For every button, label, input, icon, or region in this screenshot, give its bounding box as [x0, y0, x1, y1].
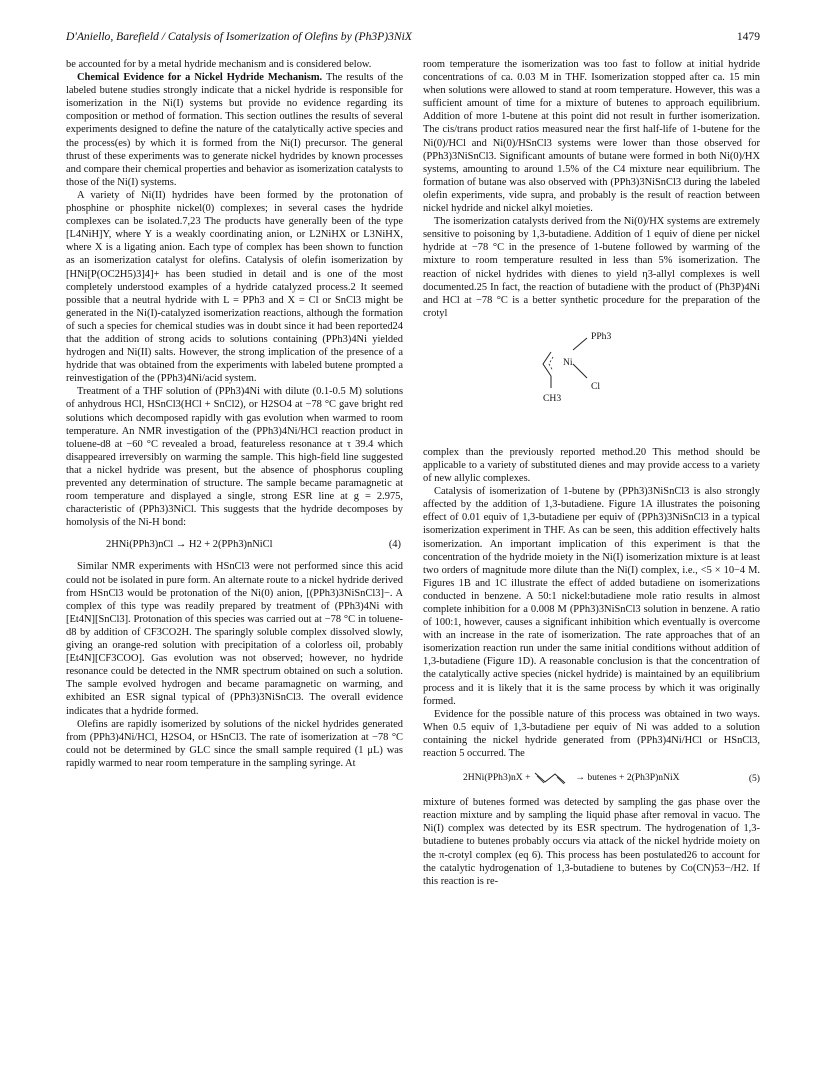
paragraph: room temperature the isomerization was too fast to follow at initial hydride concentrations of ca. 0.03 M in THF. Isomerization stopped after ca. 15 min when solutions were allowed to stand at room temperature. However, this was a sufficient amount of time for a mixture of butenes to approach equilibrium. Addition of more 1-butene at this point did not result in further isomerization. The cis/trans product ratios measured near the first half-life of 1-butene for the Ni(0)/HCl and Ni(0)/HSnCl3 systems were lower than those observed for (PPh3)3NiSnCl3. Significant amounts of butane were formed in both Ni(0)/HX systems, amounting to around 1.5% of the C4 mixture near equilibrium. The formation of butane was also observed with (PPh3)3NiSnCl3 during the labeled olefin experiments, vide supra, and probably is the result of reaction between nickel hydride and nickel alkyl moieties. [423, 59, 760, 215]
equation-left [463, 770, 680, 786]
running-header [66, 30, 760, 46]
equation-number: (4) [388, 539, 401, 551]
ch3-label: CH3 [543, 392, 562, 404]
paragraph-body: The results of the labeled butene studies strongly indicate that a nickel hydride is responsible for isomerization in the Ni(I) systems but provide no evidence regarding its composition or method of formation. This section outlines the results of several experiments designed to define the nature of the catalytically active species and the process(es) by which it is formed from the Ni(I) precursor. The general thrust of these experiments was to generate nickel hydrides by known processes and compare their chemical properties and behavior as isomerization catalysts to those of the Ni(I) systems. [66, 72, 403, 188]
butadiene-structure [533, 770, 573, 786]
paragraph: A variety of Ni(II) hydrides have been formed by the protonation of phosphine or phosphite nickel(0) complexes; in several cases the hydride complexes can be isolated.7,23 The products have generally been of the type [L4NiH]Y, where Y is a weakly coordinating anion, or L2NiHX or L3NiHX, where X is a ligating anion. Each type of complex has been shown to function as an isomerization catalyst for olefins. Catalysis of olefin isomerization by [HNi[P(OC2H5)3]4]+ has been studied in detail and is one of the most completely understood examples of a hydride catalyzed process.2 It seemed possible that a neutral hydride with L = PPh3 and X = Cl or SnCl3 might be generated in the Ni(I)-catalyzed isomerization reactions, although the formation of such a species for chemical studies was in doubt since it had been reported24 that the addition of strong acids to solutions containing (PPh3)4Ni yielded hydrogen and Ni(II) salts. However, the strong implication of the presence of a hydride that was obtained from the experiments with labeled butene prompted a reinvestigation of the (PPh3)4Ni/acid system. [66, 189, 403, 385]
section-heading: Chemical Evidence for a Nickel Hydride Mechanism. [77, 72, 323, 84]
ni-label: Ni [563, 356, 573, 368]
equation-products: → butenes + 2(Ph3P)nNiX [575, 772, 680, 784]
paragraph: Treatment of a THF solution of (PPh3)4Ni with dilute (0.1-0.5 M) solutions of anhydrous HCl, HSnCl3(HCl + SnCl2), or H2SO4 at −78 °C gave bright red solutions which decomposed rapidly with gas evolution when warmed to room temperature. An NMR investigation of the (PPh3)4Ni/HCl reaction product in toluene-d8 at −60 °C revealed a broad, featureless resonance at τ 39.4 which disappeared irreversibly on warming the sample. This high-field line suggested that a nickel hydride was present, but the absence of phosphorus coupling prevented any determination of structure. The sample became paramagnetic at room temperature and displayed a single, strong ESR line at g = 2.975, characteristic of (PPh3)3NiCl. This suggests that the hydride decomposes by homolysis of the Ni-H bond: [66, 386, 403, 529]
cl-label: Cl [591, 380, 601, 392]
paragraph: Similar NMR experiments with HSnCl3 were not performed since this acid could not be isolated in pure form. An alternate route to a nickel hydride derived from HSnCl3 would be protonation of the Ni(0) anion, [(PPh3)3NiSnCl3]−. A complex of this type was readily prepared by treatment of (PPh3)4Ni with [Et4N][SnCl3]. Protonation of this species was carried out at −78 °C in toluene-d8 by addition of CF3CO2H. The sparingly soluble complex dissolved slowly, giving an orange-red solution with precipitation of a colorless oil, probably [Et4N][CF3COO]. Gas evolution was not observed; however, no hydride resonance could be detected in the NMR spectrum obtained on such a solution. The sample evolved hydrogen and became paramagnetic on warming, and exhibited an ESR signal typical of (PPh3)3NiSnCl3. The overall evidence indicates that a hydride formed. [66, 561, 403, 717]
paragraph: be accounted for by a metal hydride mechanism and is considered below. [66, 59, 372, 70]
page-number: 1479 [736, 30, 760, 43]
crotyl-complex-structure [423, 324, 760, 442]
header-title: D'Aniello, Barefield / Catalysis of Isomerization of Olefins by (Ph3P)3NiX [66, 30, 412, 43]
paragraph: mixture of butenes formed was detected by sampling the gas phase over the reaction mixture and by sampling the liquid phase after removal in vacuo. The Ni(I) complex was detected by its ESR spectrum. The hydrogenation of 1,3-butadiene to butenes probably occurs via attack of the nickel hydride moiety on the π-crotyl complex (eq 6). This process has been postulated26 to account for the catalytic hydrogenation of 1,3-butadiene to butenes by Co(CN)53−/H2. If this reaction is re- [423, 797, 760, 887]
paragraph: Catalysis of isomerization of 1-butene by (PPh3)3NiSnCl3 is also strongly affected by the addition of 1,3-butadiene. Figure 1A illustrates the poisoning effect of 0.01 equiv of 1,3-butadiene per equiv of (PPh3)3NiSnCl3 in a typical isomerization experiment in THF. As can be seen, this addition effectively halts isomerization. An important implication of this experiment is that the concentration of the hydride moiety in the Ni(I) isomerization mixture is at least two orders of magnitude more dilute than the Ni(I) complex, i.e., <5 × 10−4 M. Figures 1B and 1C illustrate the effect of added butadiene on isomerizations conducted in benzene. A 50:1 nickel:butadiene mole ratio results in almost complete inhibition for a 0.008 M (PPh3)3NiSnCl3 solution in benzene. A ratio of 100:1, however, causes a significant inhibition which eventually is overcome with an increase in the rate of isomerization. The rate approaches that of an isomerization reaction run under the same initial conditions without addition of 1,3-butadiene (Figure 1D). A reasonable conclusion is that the concentration of the catalytically active species (nickel hydride) is maintained by an equilibrium process and it is likely that it is the same process by which it was originally formed. [423, 486, 760, 707]
left-column [66, 58, 403, 770]
equation-number: (5) [748, 772, 760, 784]
equation-reactant: 2HNi(PPh3)nX + [463, 772, 531, 784]
pph3-label: PPh3 [591, 330, 612, 342]
paragraph-chemical-evidence [66, 71, 403, 189]
paragraph: The isomerization catalysts derived from the Ni(0)/HX systems are extremely sensitive to poisoning by 1,3-butadiene. Addition of 1 equiv of diene per nickel hydride at −78 °C in the presence of 1-butene followed by warming of the mixture to room temperature resulted in less than 5% isomerization. The reaction of nickel hydrides with dienes to yield η3-allyl complexes is well documented.25 In fact, the reaction of butadiene with the product of (Ph3P)4Ni and HCl at −78 °C is a better synthetic procedure for the preparation of the crotyl [423, 216, 760, 319]
right-column [423, 58, 760, 888]
equation-5 [423, 770, 760, 786]
paragraph: complex than the previously reported method.20 This method should be applicable to a variety of substituted dienes and may provide access to a variety of new allylic complexes. [423, 446, 760, 485]
crotyl-structure-drawing [523, 324, 643, 442]
equation-body: 2HNi(PPh3)nCl → H2 + 2(PPh3)nNiCl [106, 539, 273, 551]
paragraph: Olefins are rapidly isomerized by solutions of the nickel hydrides generated from (PPh3)4Ni/HCl, H2SO4, or HSnCl3. The rate of isomerization at −78 °C could not be determined by GLC since the small sample required (1 μL) was rapidly warmed to near room temperature in the sampling syringe. At [66, 718, 403, 769]
paragraph: Evidence for the possible nature of this process was obtained in two ways. When 0.5 equiv of 1,3-butadiene per equiv of Ni was added to a solution containing the nickel hydride generated from (PPh3)4Ni/HCl or HSnCl3, reaction 5 occurred. The [423, 708, 760, 760]
equation-4 [66, 538, 403, 551]
